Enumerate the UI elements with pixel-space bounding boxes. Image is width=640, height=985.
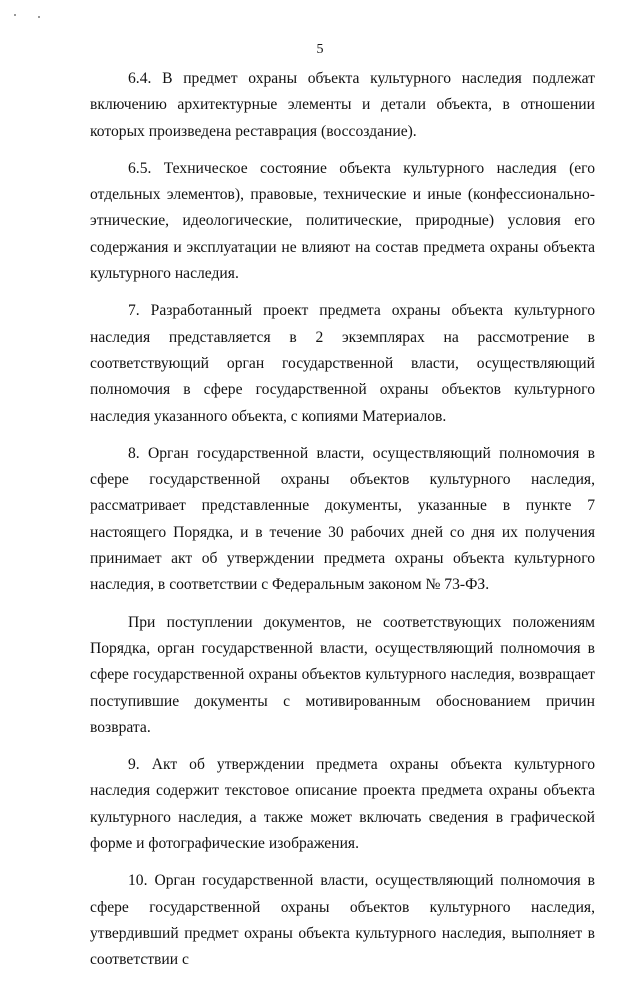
paragraph-10: 10. Орган государственной власти, осуществляющий полномочия в сфере государственной охраны объектов культурного наследия, утвердивший предмет охраны объекта культурного наследия, выполняет в соответствии с	[90, 872, 595, 969]
paragraph-8-return: При поступлении документов, не соответствующих положениям Порядка, орган государственной власти, осуществляющий полномочия в сфере государственной охраны объектов культурного наследия, возвращает поступившие документы с мотивированным обоснованием причин возврата.	[90, 613, 595, 736]
paragraph-6-4: 6.4. В предмет охраны объекта культурного наследия подлежат включению архитектурные элементы и детали объекта, в отношении которых произведена реставрация (воссоздание).	[90, 70, 595, 140]
paragraph-6-5: 6.5. Техническое состояние объекта культурного наследия (его отдельных элементов), правовые, технические и иные (конфессионально-этнические, идеологические, политические, природные) условия его содержания и эксплуатации не влияют на состав предмета охраны объекта культурного наследия.	[90, 159, 595, 283]
paragraph-8: 8. Орган государственной власти, осуществляющий полномочия в сфере государственной охраны объектов культурного наследия, рассматривает представленные документы, указанные в пункте 7 настоящего Порядка, и в течение 30 рабочих дней со дня их получения принимает акт об утверждении предмета охраны объекта культурного наследия, в соответствии с Федеральным законом № 73-ФЗ.	[90, 444, 595, 594]
paragraph-9: 9. Акт об утверждении предмета охраны объекта культурного наследия содержит текстовое описание проекта предмета охраны объекта культурного наследия, а также может включать сведения в графической форме и фотографические изображения.	[90, 756, 595, 853]
paragraph-7: 7. Разработанный проект предмета охраны объекта культурного наследия представляется в 2 экземплярах на рассмотрение в соответствующий орган государственной власти, осуществляющий полномочия в сфере государственной охраны объектов культурного наследия указанного объекта, с копиями Материалов.	[90, 302, 595, 425]
scan-speck	[38, 16, 40, 18]
scan-speck	[14, 14, 16, 16]
body-text	[90, 66, 595, 985]
page-number: 5	[316, 42, 324, 57]
